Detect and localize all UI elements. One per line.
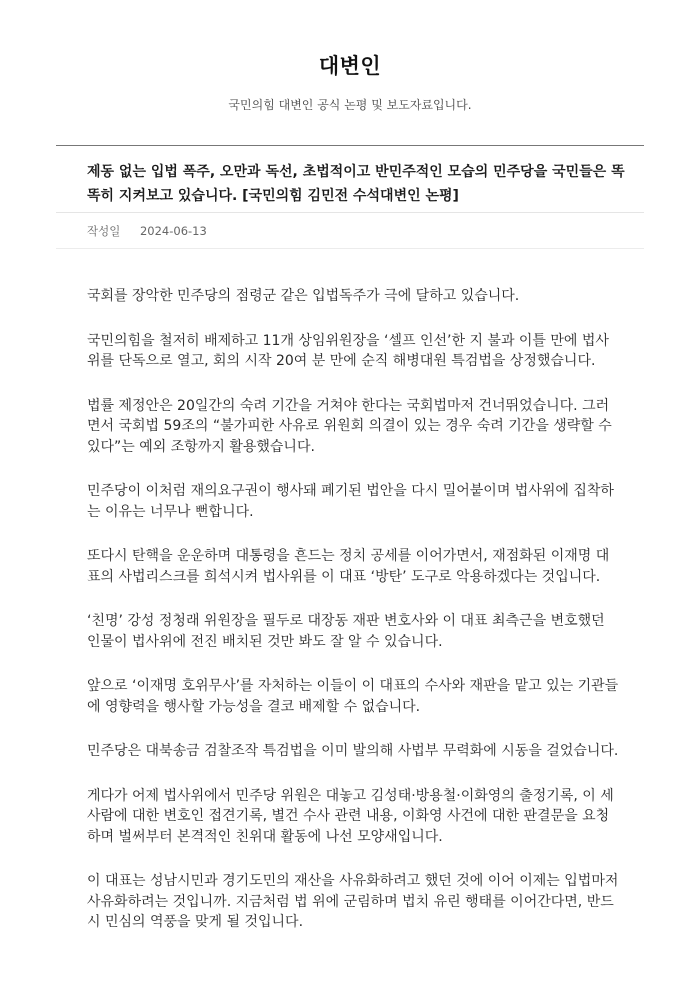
paragraph: 게다가 어제 법사위에서 민주당 위원은 대놓고 김성태·방용철·이화영의 출정기록, 이 세 사람에 대한 변호인 접견기록, 별건 수사 관련 내용, 이화영 사건에 대한 판결문을 요청하며 벌써부터 본격적인 친위대 활동에 나선 모양새입니다. bbox=[87, 787, 614, 845]
article-meta bbox=[87, 223, 207, 239]
page-title: 대변인 bbox=[318, 54, 382, 78]
paragraph: 민주당은 대북송금 검찰조작 특검법을 이미 발의해 사법부 무력화에 시동을 걸었습니다. bbox=[87, 743, 619, 759]
header-divider bbox=[56, 145, 644, 146]
page-subtitle: 국민의힘 대변인 공식 논평 및 보도자료입니다. bbox=[228, 98, 472, 112]
title-divider bbox=[56, 212, 644, 213]
article-title: 제동 없는 입법 폭주, 오만과 독선, 초법적이고 반민주적인 모습의 민주당을 국민들은 똑똑히 지켜보고 있습니다. [국민의힘 김민전 수석대변인 논평] bbox=[87, 164, 625, 204]
paragraph: ‘친명’ 강성 정청래 위원장을 필두로 대장동 재판 변호사와 이 대표 최측근을 변호했던 인물이 법사위에 전진 배치된 것만 봐도 잘 알 수 있습니다. bbox=[87, 613, 605, 650]
meta-divider bbox=[56, 248, 644, 249]
paragraph: 이 대표는 성남시민과 경기도민의 재산을 사유화하려고 했던 것에 이어 이제는 입법마저 사유화하려는 것입니까. 지금처럼 법 위에 군림하며 법치 유린 행태를 이어간다면, 반드시 민심의 역풍을 맞게 될 것입니다. bbox=[87, 873, 619, 930]
paragraph: 국회를 장악한 민주당의 점령군 같은 입법독주가 극에 달하고 있습니다. bbox=[87, 288, 520, 304]
article-body bbox=[87, 286, 620, 957]
paragraph: 법률 제정안은 20일간의 숙려 기간을 거쳐야 한다는 국회법마저 건너뛰었습니다. 그러면서 국회법 59조의 “불가피한 사유로 위원회 의결이 있는 경우 숙려 기간을 생략할 수 있다”는 예외 조항까지 활용했습니다. bbox=[87, 397, 612, 455]
date-label: 작성일 bbox=[87, 224, 121, 238]
paragraph: 국민의힘을 철저히 배제하고 11개 상임위원장을 ‘셀프 인선’한 지 불과 이틀 만에 법사위를 단독으로 열고, 회의 시작 20여 분 만에 순직 해병대원 특검법을 상정했습니다. bbox=[87, 332, 609, 369]
paragraph: 민주당이 이처럼 재의요구권이 행사돼 폐기된 법안을 다시 밀어붙이며 법사위에 집착하는 이유는 너무나 뻔합니다. bbox=[87, 483, 614, 520]
page-header bbox=[0, 0, 700, 113]
publish-date: 2024-06-13 bbox=[139, 224, 207, 238]
paragraph: 앞으로 ‘이재명 호위무사’를 자처하는 이들이 이 대표의 수사와 재판을 맡고 있는 기관들에 영향력을 행사할 가능성을 결코 배제할 수 없습니다. bbox=[87, 678, 619, 715]
paragraph: 또다시 탄핵을 운운하며 대통령을 흔드는 정치 공세를 이어가면서, 재점화된 이재명 대표의 사법리스크를 희석시켜 법사위를 이 대표 ‘방탄’ 도구로 악용하겠다는 것입니다. bbox=[87, 548, 610, 585]
